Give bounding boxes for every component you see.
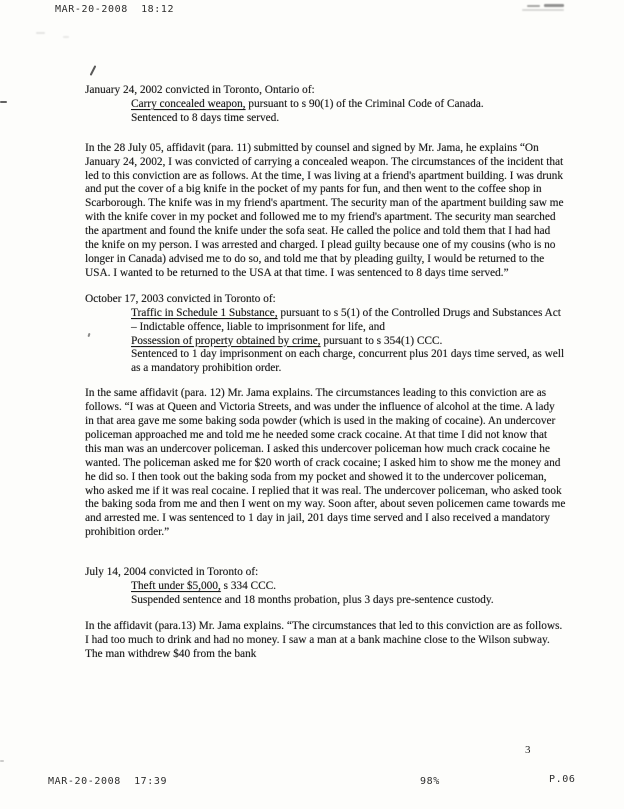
charge-name-underlined: Possession of property obtained by crime, — [131, 334, 321, 347]
sentence-line-2002: Sentenced to 8 days time served. — [131, 111, 280, 124]
document-body — [85, 84, 566, 662]
affidavit-paragraph-11: In the 28 July 05, affidavit (para. 11) submitted by counsel and signed by Mr. Jama, he explains “On January 24, 2002, I was convicted of carrying a concealed weapon. The circumstances of the incident that led to this conviction are as follows. At the time, I was living at a friend's apartment building. I was drunk and put the cover of a big knife in the pocket of my pants for fun, and then went to the coffee shop in Scarborough. The knife was in my friend's apartment. The security man of the apartment building saw me with the knife cover in my pocket and followed me to my friend's apartment. The security man searched the apartment and found the knife under the sofa seat. He called the police and told them that I had had the knife on my person. I was arrested and charged. I plead guilty because one of my cousins (who is no longer in Canada) advised me to do so, and told me that by pleading guilty, I would be returned to the USA. I wanted to be returned to the USA at that time. I was sentenced to 8 days time served.” — [85, 141, 564, 279]
affidavit-paragraph-13: In the affidavit (para.13) Mr. Jama explains. “The circumstances that led to this conviction are as follows. I had too much to drink and had no money. I saw a man at a bank machine close to the Wilson subway. The man withdrew $40 from the bank — [85, 619, 563, 660]
charge-line-2004 — [85, 580, 566, 594]
charge-line-2002 — [85, 98, 566, 112]
sentence-line-2003: Sentenced to 1 day imprisonment on each charge, concurrent plus 201 days time served, as well as a mandatory prohibition order. — [131, 348, 565, 375]
scan-artifact-smudge — [522, 9, 564, 11]
charge-statute: pursuant to s 5(1) of the Controlled Drugs and Substances Act – Indictable offence, liable to imprisonment for life, and — [131, 306, 561, 333]
conviction-heading-2002: January 24, 2002 convicted in Toronto, Ontario of: — [85, 84, 315, 96]
charge-name-underlined: Traffic in Schedule 1 Substance, — [131, 306, 278, 319]
scan-artifact-speck — [36, 32, 45, 34]
fax-page-indicator: P.06 — [549, 774, 576, 785]
fax-timestamp-top: MAR-20-2008 18:12 — [55, 4, 175, 15]
page-number: 3 — [525, 744, 531, 756]
conviction-heading-2004: July 14, 2004 convicted in Toronto of: — [85, 566, 259, 579]
charge-name-underlined: Theft under $5,000, — [131, 580, 221, 593]
charge-name-underlined: Carry concealed weapon, — [131, 97, 246, 110]
scan-artifact-speck — [63, 36, 69, 38]
scan-artifact-smudge — [527, 5, 540, 7]
charge-statute: pursuant to s 354(1) CCC. — [320, 334, 443, 347]
conviction-heading-2003: October 17, 2003 convicted in Toronto of: — [85, 292, 276, 305]
charge-statute: pursuant to s 90(1) of the Criminal Code of Canada. — [245, 97, 484, 110]
charge-statute: s 334 CCC. — [220, 580, 276, 593]
charge-line-2003-2 — [85, 335, 566, 349]
scan-artifact-slash — [90, 65, 97, 76]
scan-artifact-edge-mark — [0, 101, 7, 103]
affidavit-paragraph-12: In the same affidavit (para. 12) Mr. Jama explains. The circumstances leading to this conviction are as follows. “I was at Queen and Victoria Streets, and was under the influence of alcohol at the time. A lady in that area gave me some baking soda powder (which is used in the making of cocaine). An undercover policeman approached me and told me he needed some crack cocaine. At that time I did not know that this man was an undercover policeman. I asked this undercover policeman how much crack cocaine he wanted. The policeman asked me for $20 worth of crack cocaine; I asked him to show me the money and he did so. I then took out the baking soda from my pocket and showed it to the undercover policeman, who asked me if it was real cocaine. I replied that it was real. The undercover policeman, who asked took the baking soda from me and then I went on my way. Soon after, about seven policemen came towards me and arrested me. I was sentenced to 1 day in jail, 201 days time served and I also received a mandatory prohibition order.” — [85, 387, 566, 539]
fax-quality-percent: 98% — [420, 776, 440, 787]
sentence-line-2004: Suspended sentence and 18 months probation, plus 3 days pre-sentence custody. — [131, 594, 494, 606]
scan-artifact-speck — [0, 760, 4, 762]
fax-timestamp-bottom: MAR-20-2008 17:39 — [48, 776, 168, 787]
charge-line-2003-1 — [85, 307, 566, 335]
scan-artifact-smudge — [544, 4, 564, 7]
